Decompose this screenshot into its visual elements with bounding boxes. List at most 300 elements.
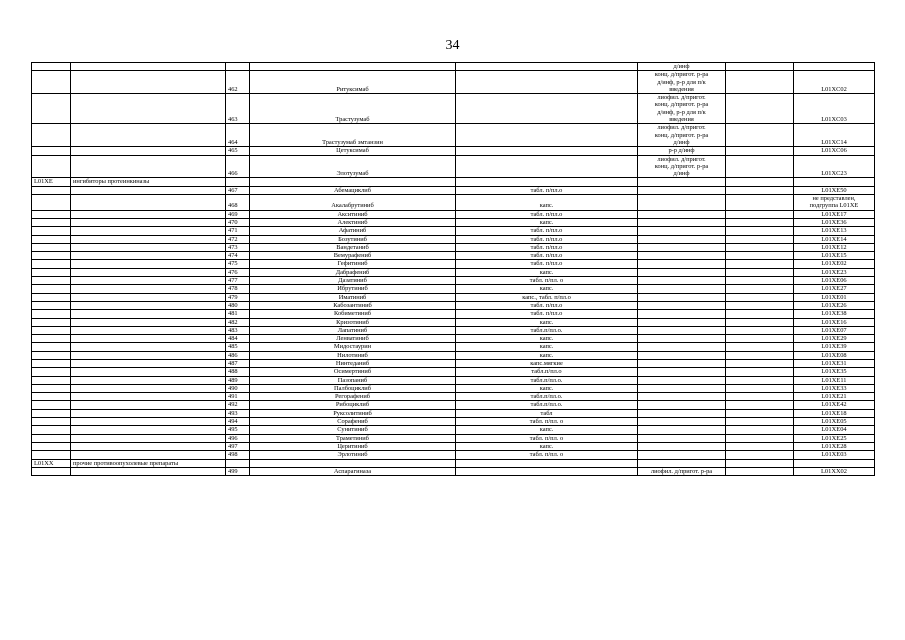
table-row: [32, 467, 875, 475]
dosage-note: [638, 186, 726, 194]
row-number: 487: [226, 359, 250, 367]
atc-group-code: [32, 227, 71, 235]
atc-group-name: [71, 318, 226, 326]
empty-cell: [726, 252, 794, 260]
drug-name: Кобиметиниб: [250, 310, 456, 318]
atc-code: L01XE01: [794, 293, 875, 301]
atc-code: L01XE36: [794, 218, 875, 226]
dosage-form: табл. п/пл.о: [456, 310, 638, 318]
atc-group-name: [71, 195, 226, 211]
atc-group-code: [32, 260, 71, 268]
atc-group-name: [71, 326, 226, 334]
dosage-note-line: д/инф: [673, 138, 690, 146]
empty-cell: [726, 186, 794, 194]
atc-group-code: [32, 359, 71, 367]
drug-name: Афатиниб: [250, 227, 456, 235]
atc-group-name: [71, 252, 226, 260]
table-row: [32, 235, 875, 243]
table-row: [32, 218, 875, 226]
dosage-note: [638, 124, 726, 147]
table-row: [32, 301, 875, 309]
empty-cell: [726, 393, 794, 401]
atc-group-name: [71, 409, 226, 417]
atc-group-name: [71, 401, 226, 409]
empty-cell: [726, 260, 794, 268]
empty-cell: [726, 293, 794, 301]
empty-cell: [726, 277, 794, 285]
atc-code: [794, 63, 875, 71]
row-number: 484: [226, 335, 250, 343]
table-row: [32, 368, 875, 376]
empty-cell: [726, 426, 794, 434]
dosage-note: [638, 268, 726, 276]
dosage-note-line: р-р д/инф: [668, 147, 695, 155]
dosage-form: [456, 71, 638, 94]
row-number: 491: [226, 393, 250, 401]
dosage-note: [638, 94, 726, 124]
atc-group-name: [71, 434, 226, 442]
table-row: [32, 359, 875, 367]
row-number: 498: [226, 451, 250, 459]
atc-code: L01XE23: [794, 268, 875, 276]
drug-name: Нилотиниб: [250, 351, 456, 359]
row-number: 480: [226, 301, 250, 309]
atc-code: L01XE50: [794, 186, 875, 194]
atc-group-code: [32, 376, 71, 384]
atc-code: L01XE07: [794, 326, 875, 334]
empty-cell: [726, 318, 794, 326]
dosage-note-line: лиофил. д/пригот. р-ра: [650, 467, 713, 475]
dosage-note: [638, 401, 726, 409]
row-number: [226, 63, 250, 71]
table-row: [32, 260, 875, 268]
atc-group-code: [32, 218, 71, 226]
row-number: 472: [226, 235, 250, 243]
atc-code: L01XE39: [794, 343, 875, 351]
row-number: 488: [226, 368, 250, 376]
drug-name: Трастузумаб эмтанзин: [250, 124, 456, 147]
dosage-note-line: д/инф: [673, 63, 690, 70]
atc-group-code: [32, 401, 71, 409]
atc-group-name: [71, 368, 226, 376]
atc-group-name: [71, 418, 226, 426]
dosage-form: капс.: [456, 335, 638, 343]
dosage-note-line: конц. д/пригот. р-ра: [654, 71, 709, 79]
empty-cell: [726, 442, 794, 450]
table-row: [32, 63, 875, 71]
row-number: 492: [226, 401, 250, 409]
dosage-form: табл.п/пл.о.: [456, 401, 638, 409]
atc-code: L01XE12: [794, 243, 875, 251]
drug-name: Рибоциклиб: [250, 401, 456, 409]
table-row: [32, 401, 875, 409]
dosage-note: [638, 277, 726, 285]
drug-name: Абемациклиб: [250, 186, 456, 194]
dosage-form: капс.мягкие: [456, 359, 638, 367]
empty-cell: [726, 147, 794, 155]
atc-group-name: [71, 124, 226, 147]
atc-code: L01XE38: [794, 310, 875, 318]
row-number: [226, 459, 250, 467]
empty-cell: [726, 243, 794, 251]
atc-group-code: [32, 147, 71, 155]
atc-code: L01XE33: [794, 384, 875, 392]
atc-group-name: [71, 285, 226, 293]
atc-code: L01XE26: [794, 301, 875, 309]
empty-cell: [726, 285, 794, 293]
drug-name: Цетуксимаб: [250, 147, 456, 155]
dosage-note: [638, 260, 726, 268]
dosage-note: [638, 335, 726, 343]
atc-code: [794, 178, 875, 186]
table-row: [32, 277, 875, 285]
atc-group-name: [71, 451, 226, 459]
table-row: [32, 227, 875, 235]
row-number: 475: [226, 260, 250, 268]
atc-code: L01XC02: [794, 71, 875, 94]
atc-code: L01XE35: [794, 368, 875, 376]
empty-cell: [726, 195, 794, 211]
dosage-note-line: конц. д/пригот. р-ра: [654, 162, 709, 170]
dosage-note: [638, 147, 726, 155]
drug-name: Лапатиниб: [250, 326, 456, 334]
dosage-note: [638, 252, 726, 260]
atc-code: L01XE11: [794, 376, 875, 384]
row-number: 490: [226, 384, 250, 392]
atc-group-code: [32, 442, 71, 450]
dosage-form: табл. п/пл.о: [456, 252, 638, 260]
dosage-form: капс.: [456, 442, 638, 450]
table-row: [32, 393, 875, 401]
empty-cell: [726, 409, 794, 417]
empty-cell: [726, 434, 794, 442]
dosage-note-line: лиофил. д/пригот.: [657, 155, 706, 163]
atc-code: L01XE04: [794, 426, 875, 434]
atc-code: L01XE15: [794, 252, 875, 260]
atc-code: L01XE31: [794, 359, 875, 367]
dosage-note: [638, 376, 726, 384]
table-row: [32, 376, 875, 384]
dosage-note: [638, 451, 726, 459]
dosage-note-line: лиофил. д/пригот.: [657, 124, 706, 132]
row-number: 468: [226, 195, 250, 211]
atc-group-code: [32, 384, 71, 392]
atc-group-name: [71, 268, 226, 276]
dosage-note: [638, 459, 726, 467]
drug-name: Акалабрутиниб: [250, 195, 456, 211]
atc-group-code: [32, 335, 71, 343]
drug-name: Элотузумаб: [250, 155, 456, 178]
page-number: 34: [445, 38, 460, 53]
empty-cell: [726, 368, 794, 376]
table-row: [32, 285, 875, 293]
row-number: [226, 178, 250, 186]
atc-code: L01XE17: [794, 210, 875, 218]
dosage-form: капс.: [456, 318, 638, 326]
atc-code: L01XE08: [794, 351, 875, 359]
empty-cell: [726, 335, 794, 343]
table-row: [32, 451, 875, 459]
dosage-note-line: д/инф, р-р для п/к: [657, 108, 706, 116]
row-number: 471: [226, 227, 250, 235]
drug-name: Аспарагиназа: [250, 467, 456, 475]
atc-group-code: [32, 63, 71, 71]
dosage-form: капс., табл. п/пл.о: [456, 293, 638, 301]
row-number: 481: [226, 310, 250, 318]
atc-group-code: L01XE: [32, 178, 71, 186]
atc-group-name: [71, 393, 226, 401]
table-row: [32, 243, 875, 251]
atc-group-code: [32, 235, 71, 243]
row-number: 486: [226, 351, 250, 359]
atc-group-name: [71, 359, 226, 367]
atc-code: L01XE21: [794, 393, 875, 401]
atc-group-name: [71, 63, 226, 71]
dosage-note: [638, 210, 726, 218]
empty-cell: [726, 94, 794, 124]
row-number: 478: [226, 285, 250, 293]
atc-code: L01XC14: [794, 124, 875, 147]
row-number: 493: [226, 409, 250, 417]
table-row: [32, 384, 875, 392]
row-number: 497: [226, 442, 250, 450]
atc-group-name: [71, 260, 226, 268]
atc-code: L01XE27: [794, 285, 875, 293]
atc-code: L01XE25: [794, 434, 875, 442]
drug-name: Осимертиниб: [250, 368, 456, 376]
drug-name: Мидостаурин: [250, 343, 456, 351]
dosage-form: табл.п/пл.о: [456, 368, 638, 376]
dosage-note: [638, 243, 726, 251]
dosage-note: [638, 195, 726, 211]
dosage-form: табл.п/пл.о.: [456, 326, 638, 334]
dosage-note-line: конц. д/пригот. р-ра: [654, 101, 709, 109]
drug-name: [250, 459, 456, 467]
drug-name: Кабозантиниб: [250, 301, 456, 309]
table-row: [32, 252, 875, 260]
dosage-form: [456, 155, 638, 178]
atc-code-line: подгруппа L01XE: [809, 202, 859, 210]
drug-name: Траметиниб: [250, 434, 456, 442]
empty-cell: [726, 351, 794, 359]
table-row: [32, 351, 875, 359]
dosage-form: капс.: [456, 384, 638, 392]
drug-name: Ибрутиниб: [250, 285, 456, 293]
dosage-note: [638, 178, 726, 186]
empty-cell: [726, 178, 794, 186]
table-body: [32, 63, 875, 476]
atc-group-code: [32, 409, 71, 417]
drug-name: Пазопаниб: [250, 376, 456, 384]
drug-name: Кризотиниб: [250, 318, 456, 326]
atc-group-name: [71, 218, 226, 226]
atc-code: L01XC06: [794, 147, 875, 155]
drug-name: Палбоциклиб: [250, 384, 456, 392]
atc-group-name: [71, 467, 226, 475]
table-row: [32, 343, 875, 351]
table-row: [32, 71, 875, 94]
atc-group-name: [71, 243, 226, 251]
drug-name: Эрлотиниб: [250, 451, 456, 459]
atc-group-code: [32, 318, 71, 326]
row-number: 499: [226, 467, 250, 475]
atc-code: L01XE29: [794, 335, 875, 343]
atc-group-name: [71, 442, 226, 450]
atc-code: L01XE42: [794, 401, 875, 409]
atc-group-code: [32, 393, 71, 401]
dosage-form: табл: [456, 409, 638, 417]
row-number: 469: [226, 210, 250, 218]
dosage-note: [638, 384, 726, 392]
drug-name: Вемурафениб: [250, 252, 456, 260]
atc-group-code: [32, 285, 71, 293]
row-number: 470: [226, 218, 250, 226]
row-number: 479: [226, 293, 250, 301]
dosage-note-line: введения: [669, 116, 694, 124]
dosage-form: табл.п/пл.о.: [456, 376, 638, 384]
dosage-note-line: конц. д/пригот. р-ра: [654, 131, 709, 139]
dosage-form: капс.: [456, 195, 638, 211]
atc-group-name: [71, 343, 226, 351]
dosage-form: табл. п/пл. о: [456, 277, 638, 285]
drug-name: [250, 63, 456, 71]
dosage-note: [638, 318, 726, 326]
dosage-form: табл. п/пл. о: [456, 418, 638, 426]
drug-name: Регорафениб: [250, 393, 456, 401]
atc-code: L01XE06: [794, 277, 875, 285]
atc-code: L01XE03: [794, 451, 875, 459]
atc-group-code: [32, 434, 71, 442]
atc-group-name: [71, 235, 226, 243]
atc-group-name: [71, 293, 226, 301]
dosage-form: [456, 94, 638, 124]
atc-group-name: [71, 351, 226, 359]
dosage-note: [638, 285, 726, 293]
empty-cell: [726, 359, 794, 367]
table-row: [32, 442, 875, 450]
table-row: [32, 147, 875, 155]
empty-cell: [726, 467, 794, 475]
dosage-note-line: д/инф: [673, 170, 690, 178]
atc-group-code: [32, 368, 71, 376]
dosage-note: [638, 426, 726, 434]
atc-code: L01XC03: [794, 94, 875, 124]
atc-group-code: [32, 301, 71, 309]
table-row: [32, 94, 875, 124]
dosage-form: капс.: [456, 218, 638, 226]
dosage-note: [638, 442, 726, 450]
row-number: 482: [226, 318, 250, 326]
row-number: 462: [226, 71, 250, 94]
atc-code: L01XE16: [794, 318, 875, 326]
dosage-form: [456, 459, 638, 467]
dosage-note-line: д/инф, р-р для п/к: [657, 78, 706, 86]
empty-cell: [726, 301, 794, 309]
table-row: [32, 335, 875, 343]
atc-group-code: [32, 243, 71, 251]
drug-name: Сунитиниб: [250, 426, 456, 434]
atc-group-code: [32, 195, 71, 211]
table-row: [32, 124, 875, 147]
row-number: 485: [226, 343, 250, 351]
atc-group-code: [32, 326, 71, 334]
empty-cell: [726, 384, 794, 392]
drug-name: Бозутиниб: [250, 235, 456, 243]
atc-group-name: [71, 426, 226, 434]
atc-group-name: [71, 147, 226, 155]
dosage-form: капс.: [456, 268, 638, 276]
drug-name: Алектиниб: [250, 218, 456, 226]
group-header-row: [32, 178, 875, 186]
drug-name: Дабрафениб: [250, 268, 456, 276]
dosage-form: капс.: [456, 426, 638, 434]
dosage-note: [638, 227, 726, 235]
drug-name: Вандетаниб: [250, 243, 456, 251]
atc-group-code: [32, 210, 71, 218]
row-number: 465: [226, 147, 250, 155]
dosage-form: табл. п/пл.о: [456, 235, 638, 243]
atc-group-name: [71, 210, 226, 218]
dosage-note: [638, 63, 726, 71]
atc-code: L01XE28: [794, 442, 875, 450]
atc-code: [794, 459, 875, 467]
atc-code: L01XE13: [794, 227, 875, 235]
table-row: [32, 210, 875, 218]
empty-cell: [726, 376, 794, 384]
dosage-note: [638, 235, 726, 243]
dosage-note: [638, 343, 726, 351]
row-number: 476: [226, 268, 250, 276]
empty-cell: [726, 218, 794, 226]
dosage-note: [638, 359, 726, 367]
row-number: 495: [226, 426, 250, 434]
table-row: [32, 155, 875, 178]
atc-group-code: [32, 310, 71, 318]
empty-cell: [726, 459, 794, 467]
table-row: [32, 195, 875, 211]
table-row: [32, 268, 875, 276]
atc-group-code: [32, 124, 71, 147]
dosage-form: капс.: [456, 285, 638, 293]
atc-group-name: [71, 186, 226, 194]
atc-code: L01XE05: [794, 418, 875, 426]
row-number: 467: [226, 186, 250, 194]
atc-group-name: [71, 384, 226, 392]
atc-group-code: [32, 155, 71, 178]
dosage-note: [638, 218, 726, 226]
atc-group-code: [32, 343, 71, 351]
drug-name: Сорафениб: [250, 418, 456, 426]
dosage-form: табл. п/пл.о: [456, 301, 638, 309]
dosage-form: табл.п/пл.о.: [456, 393, 638, 401]
atc-group-code: [32, 351, 71, 359]
atc-code: L01XE02: [794, 260, 875, 268]
dosage-form: [456, 147, 638, 155]
dosage-form: табл. п/пл.о: [456, 227, 638, 235]
empty-cell: [726, 326, 794, 334]
dosage-form: [456, 178, 638, 186]
atc-group-name: [71, 376, 226, 384]
empty-cell: [726, 451, 794, 459]
drug-name: Ленватиниб: [250, 335, 456, 343]
atc-group-name: [71, 155, 226, 178]
atc-group-name: [71, 310, 226, 318]
atc-code: [794, 195, 875, 211]
atc-group-code: [32, 94, 71, 124]
empty-cell: [726, 210, 794, 218]
dosage-note: [638, 301, 726, 309]
dosage-note: [638, 409, 726, 417]
